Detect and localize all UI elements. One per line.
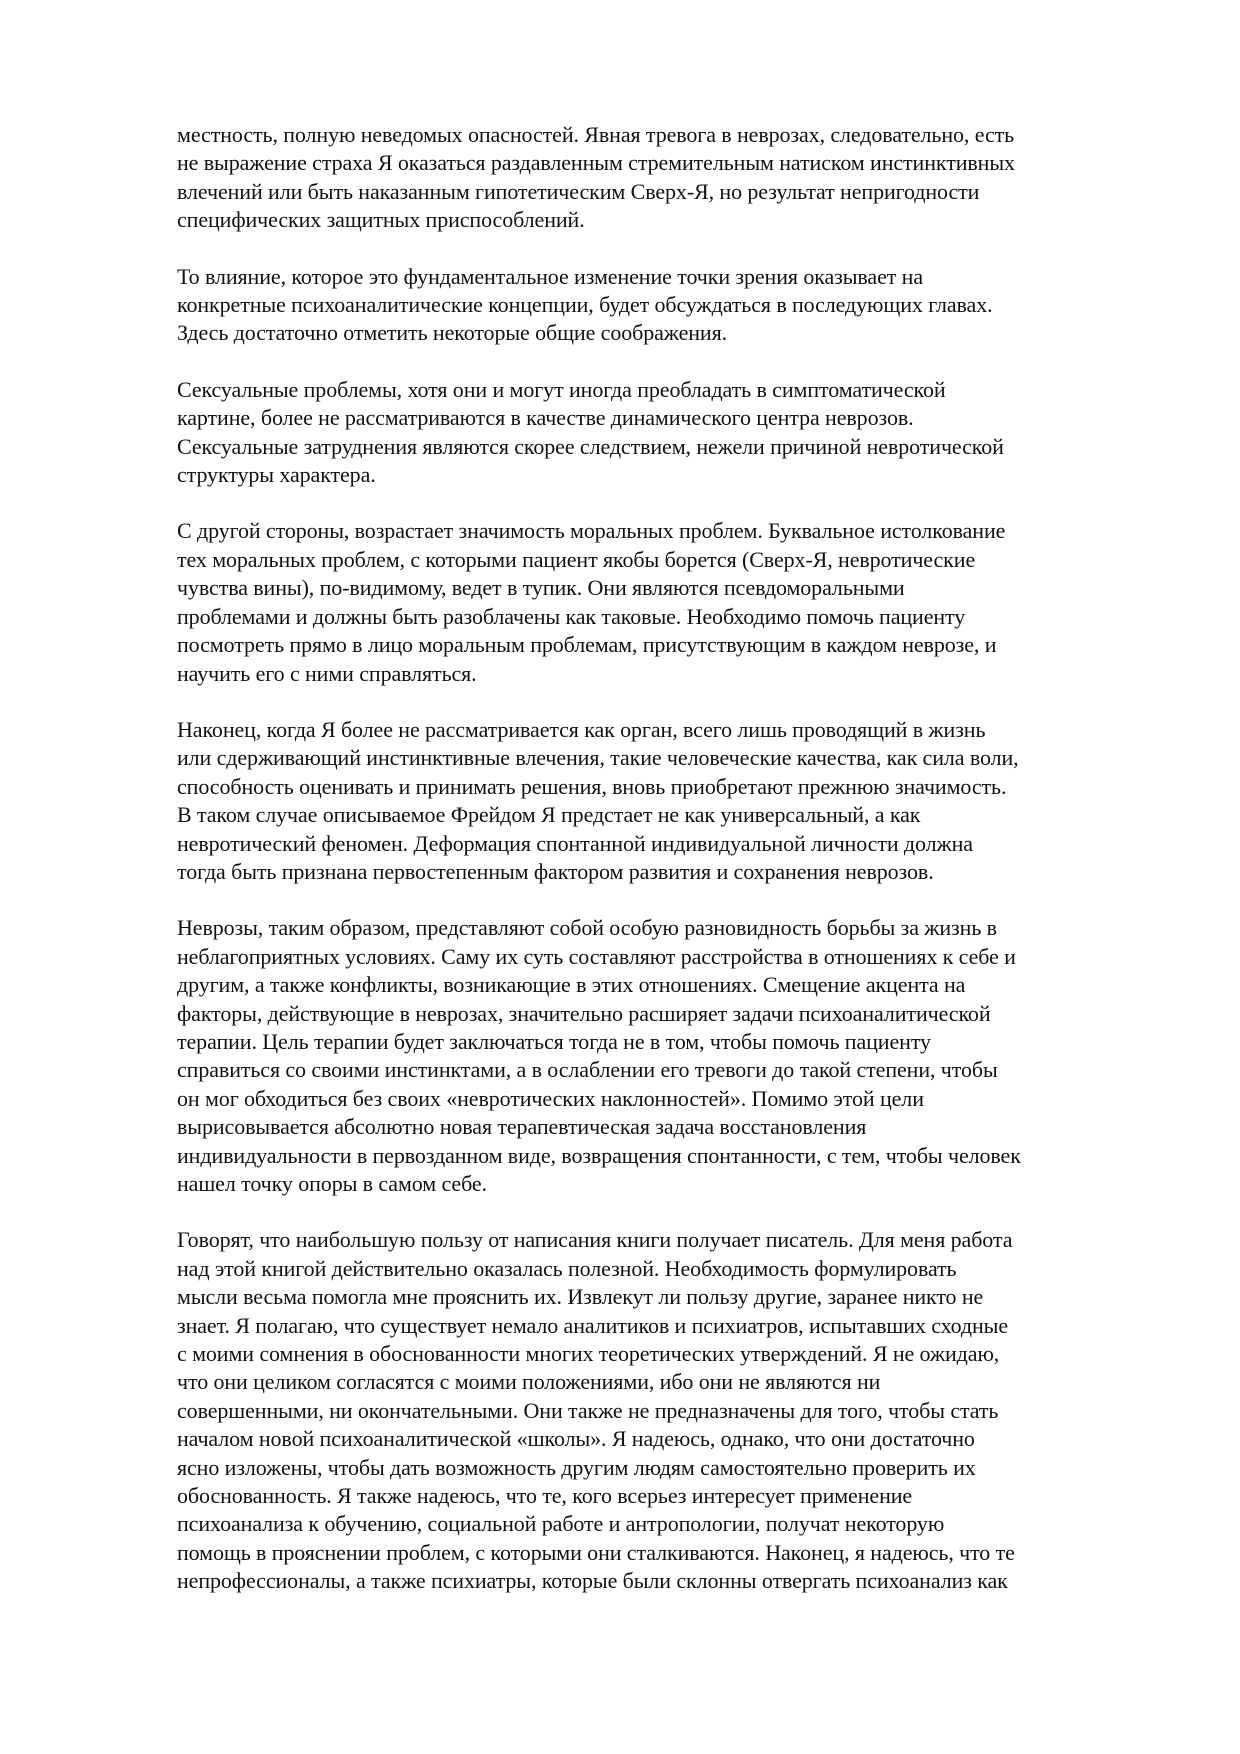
document-page	[177, 121, 1177, 1624]
text-line: Здесь достаточно отметить некоторые общие соображения.	[177, 320, 728, 346]
text-line: картине, более не рассматриваются в качестве динамического центра неврозов.	[177, 405, 914, 431]
text-line: посмотреть прямо в лицо моральным проблемам, присутствующим в каждом неврозе, и	[177, 632, 997, 658]
text-line: специфических защитных приспособлений.	[177, 207, 585, 233]
text-line: психоанализа к обучению, социальной работе и антропологии, получат некоторую	[177, 1511, 945, 1537]
text-line: что они целиком согласятся с моими положениями, ибо они не являются ни	[177, 1369, 881, 1395]
text-line: терапии. Цель терапии будет заключаться тогда не в том, чтобы помочь пациенту	[177, 1028, 931, 1054]
text-line: чувства вины), по-видимому, ведет в тупик. Они являются псевдоморальными	[177, 575, 905, 601]
text-line: То влияние, которое это фундаментальное изменение точки зрения оказывает на	[177, 263, 923, 289]
paragraph	[177, 1226, 1177, 1595]
text-line: Сексуальные затруднения являются скорее следствием, нежели причиной невротической	[177, 433, 1004, 459]
text-line: не выражение страха Я оказаться раздавленным стремительным натиском инстинктивных	[177, 150, 1015, 176]
text-line: конкретные психоаналитические концепции, будет обсуждаться в последующих главах.	[177, 292, 993, 318]
text-line: В таком случае описываемое Фрейдом Я предстает не как универсальный, а как	[177, 802, 921, 828]
text-line: нашел точку опоры в самом себе.	[177, 1171, 487, 1196]
text-line: помощь в прояснении проблем, с которыми они сталкиваются. Наконец, я надеюсь, что те	[177, 1539, 1015, 1565]
text-line: Неврозы, таким образом, представляют собой особую разновидность борьбы за жизнь в	[177, 915, 997, 941]
text-line: непрофессионалы, а также психиатры, которые были склонны отвергать психоанализ как	[177, 1568, 1008, 1594]
text-line: или сдерживающий инстинктивные влечения, такие человеческие качества, как сила воли,	[177, 745, 1019, 771]
paragraph	[177, 716, 1177, 886]
text-line: он мог обходиться без своих «невротических наклонностей». Помимо этой цели	[177, 1085, 924, 1111]
text-line: вырисовывается абсолютно новая терапевтическая задача восстановления	[177, 1114, 867, 1140]
text-line: С другой стороны, возрастает значимость моральных проблем. Буквальное истолкование	[177, 518, 1006, 544]
text-line: проблемами и должны быть разоблачены как таковые. Необходимо помочь пациенту	[177, 603, 966, 629]
text-line: Наконец, когда Я более не рассматривается как орган, всего лишь проводящий в жизнь	[177, 716, 986, 742]
paragraph	[177, 914, 1177, 1198]
text-line: началом новой психоаналитической «школы». Я надеюсь, однако, что они достаточно	[177, 1426, 975, 1452]
text-line: структуры характера.	[177, 462, 376, 488]
paragraph	[177, 376, 1177, 490]
text-line: научить его с ними справляться.	[177, 660, 477, 686]
text-line: неблагоприятных условиях. Саму их суть составляют расстройства в отношениях к себе и	[177, 943, 1016, 969]
text-line: обоснованность. Я также надеюсь, что те, кого всерьез интересует применение	[177, 1483, 913, 1509]
text-line: над этой книгой действительно оказалась полезной. Необходимость формулировать	[177, 1255, 957, 1281]
text-line: с моими сомнения в обоснованности многих теоретических утверждений. Я не ожидаю,	[177, 1341, 1000, 1367]
text-line: знает. Я полагаю, что существует немало аналитиков и психиатров, испытавших сходные	[177, 1312, 1009, 1338]
text-line: тех моральных проблем, с которыми пациент якобы борется (Сверх-Я, невротические	[177, 546, 976, 572]
text-line: другим, а также конфликты, возникающие в этих отношениях. Смещение акцента на	[177, 972, 966, 998]
text-line: мысли весьма помогла мне прояснить их. Извлекут ли пользу другие, заранее никто не	[177, 1284, 984, 1310]
text-line: факторы, действующие в неврозах, значительно расширяет задачи психоаналитической	[177, 1000, 991, 1026]
text-line: местность, полную неведомых опасностей. Явная тревога в неврозах, следовательно, есть	[177, 122, 1015, 147]
text-line: способность оценивать и принимать решения, вновь приобретают прежнюю значимость.	[177, 773, 1007, 799]
text-line: влечений или быть наказанным гипотетическим Сверх-Я, но результат непригодности	[177, 178, 980, 204]
text-line: Сексуальные проблемы, хотя они и могут иногда преобладать в симптоматической	[177, 376, 946, 402]
paragraph	[177, 263, 1177, 348]
text-line: тогда быть признана первостепенным фактором развития и сохранения неврозов.	[177, 858, 934, 884]
text-line: ясно изложены, чтобы дать возможность другим людям самостоятельно проверить их	[177, 1454, 976, 1480]
paragraph	[177, 517, 1177, 687]
text-line: невротический феномен. Деформация спонтанной индивидуальной личности должна	[177, 830, 973, 856]
paragraph	[177, 121, 1177, 235]
text-line: справиться со своими инстинктами, а в ослаблении его тревоги до такой степени, чтобы	[177, 1057, 998, 1083]
text-line: индивидуальности в первозданном виде, возвращения спонтанности, с тем, чтобы человек	[177, 1142, 1021, 1168]
text-line: совершенными, ни окончательными. Они также не предназначены для того, чтобы стать	[177, 1397, 999, 1423]
text-line: Говорят, что наибольшую пользу от написания книги получает писатель. Для меня работа	[177, 1227, 1013, 1253]
